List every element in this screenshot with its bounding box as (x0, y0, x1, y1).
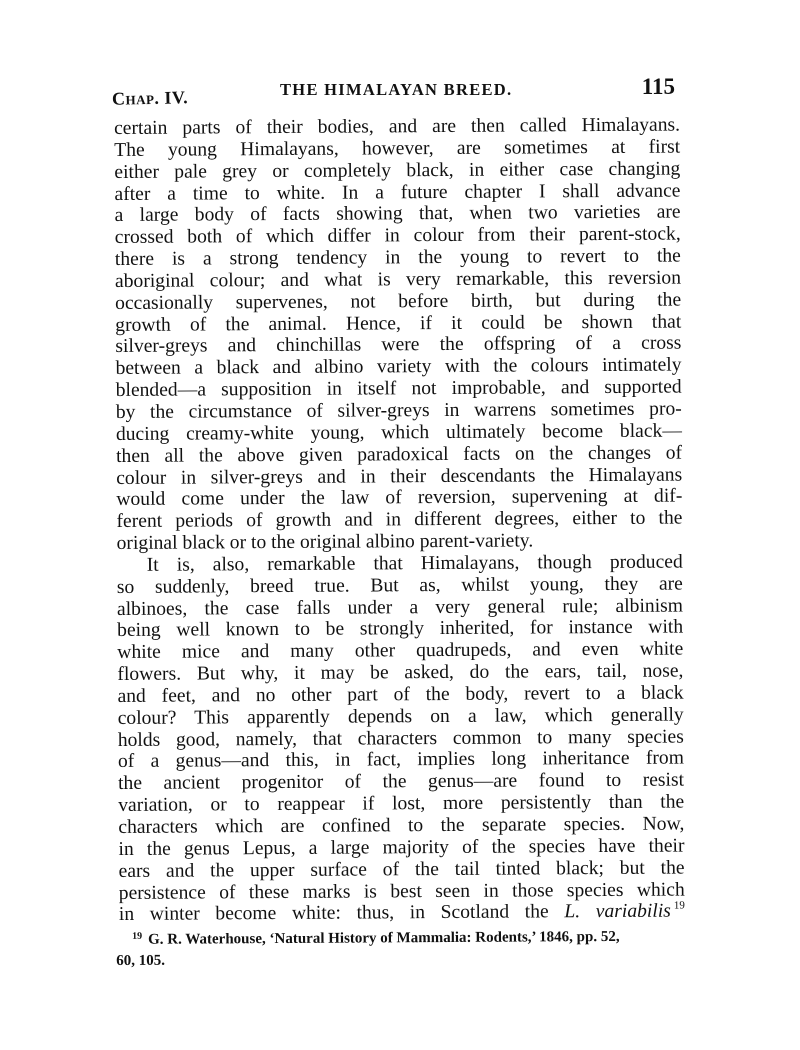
footnote-text: G. R. Waterhouse, ‘Natural History of Mammalia: Rodents,’ 1846, pp. 52, (148, 928, 620, 948)
text-line: colour? This apparently depends on a law, which generally (117, 704, 684, 729)
footnote-continuation: 60, 105. (116, 952, 166, 969)
page-number: 115 (641, 74, 675, 99)
footnote-line (116, 923, 682, 951)
text-line: silver-greys and chinchillas were the offspring of a cross (115, 332, 682, 358)
text-line: variation, or to reappear if lost, more persistently than the (118, 791, 685, 817)
chapter-label: Chap. IV. (111, 87, 189, 109)
text-line: holds good, namely, that characters common to many species (117, 726, 684, 751)
text-line: of a genus—and this, in fact, implies long inheritance from (117, 747, 684, 773)
text-line: the ancient progenitor of the genus—are found to resist (118, 769, 685, 795)
text-line: white mice and many other quadrupeds, and even white (117, 638, 684, 664)
paragraph-start-line: It is, also, remarkable that Himalayans, though produced (146, 551, 683, 576)
text-line: there is a strong tendency in the young to revert to the (114, 245, 681, 271)
text-line: albinoes, the case falls under a very general rule; albinism (116, 595, 684, 620)
running-title: THE HIMALAYAN BREED. (280, 80, 513, 99)
text-line: blended—a supposition in itself not improbable, and supported (115, 376, 682, 402)
text-line: by the circumstance of silver-greys in warrens sometimes pro- (115, 398, 682, 423)
text-line: flowers. But why, it may be asked, do the ears, tail, nose, (117, 660, 684, 686)
footnote (116, 923, 682, 972)
species-name: L. variabilis (564, 900, 671, 923)
text-line: ducing creamy-white young, which ultimately become black— (115, 420, 682, 445)
text-line: would come under the law of reversion, supervening at dif- (116, 485, 683, 511)
paragraph-end-line: original black or to the original albino parent-variety. (116, 530, 534, 555)
text-line: in the genus Lepus, a large majority of the species have their (118, 835, 685, 860)
body-text (114, 115, 685, 927)
footnote-number: 19 (132, 930, 143, 942)
text-line: persistence of these marks is best seen in those species which (118, 879, 685, 904)
text-line: and feet, and no other part of the body, revert to a black (117, 682, 684, 707)
text-line: after a time to white. In a future chapter I shall advance (114, 180, 681, 205)
text-line: characters which are confined to the separate species. Now, (118, 813, 685, 838)
text-line: either pale grey or completely black, in either case changing (114, 158, 681, 183)
text-line: between a black and albino variety with the colours intimately (115, 354, 682, 380)
text-line: aboriginal colour; and what is very remarkable, this reversion (114, 267, 682, 292)
text-line: a large body of facts showing that, when two varieties are (114, 201, 681, 227)
text-line: ears and the upper surface of the tail tinted black; but the (118, 857, 685, 882)
text-line: colour in silver-greys and in their descendants the Himalayans (116, 464, 683, 489)
text-line: growth of the animal. Hence, if it could be shown that (115, 311, 682, 336)
final-line-text: in winter become white: thus, in Scotland the (118, 901, 565, 926)
text-line: ferent periods of growth and in different degrees, either to the (116, 507, 683, 533)
text-line: being well known to be strongly inherited, for instance with (117, 616, 684, 642)
text-line: occasionally supervenes, not before birth, but during the (115, 289, 682, 314)
footnote-reference[interactable]: 19 (673, 899, 685, 912)
text-line: certain parts of their bodies, and are then called Himalayans. (114, 114, 681, 139)
text-line: then all the above given paradoxical facts on the changes of (116, 442, 683, 467)
page-header (112, 74, 677, 114)
text-line: crossed both of which differ in colour from their parent-stock, (114, 223, 681, 249)
text-line: so suddenly, breed true. But as, whilst young, they are (116, 573, 683, 598)
text-line: The young Himalayans, however, are sometimes at first (114, 136, 681, 161)
